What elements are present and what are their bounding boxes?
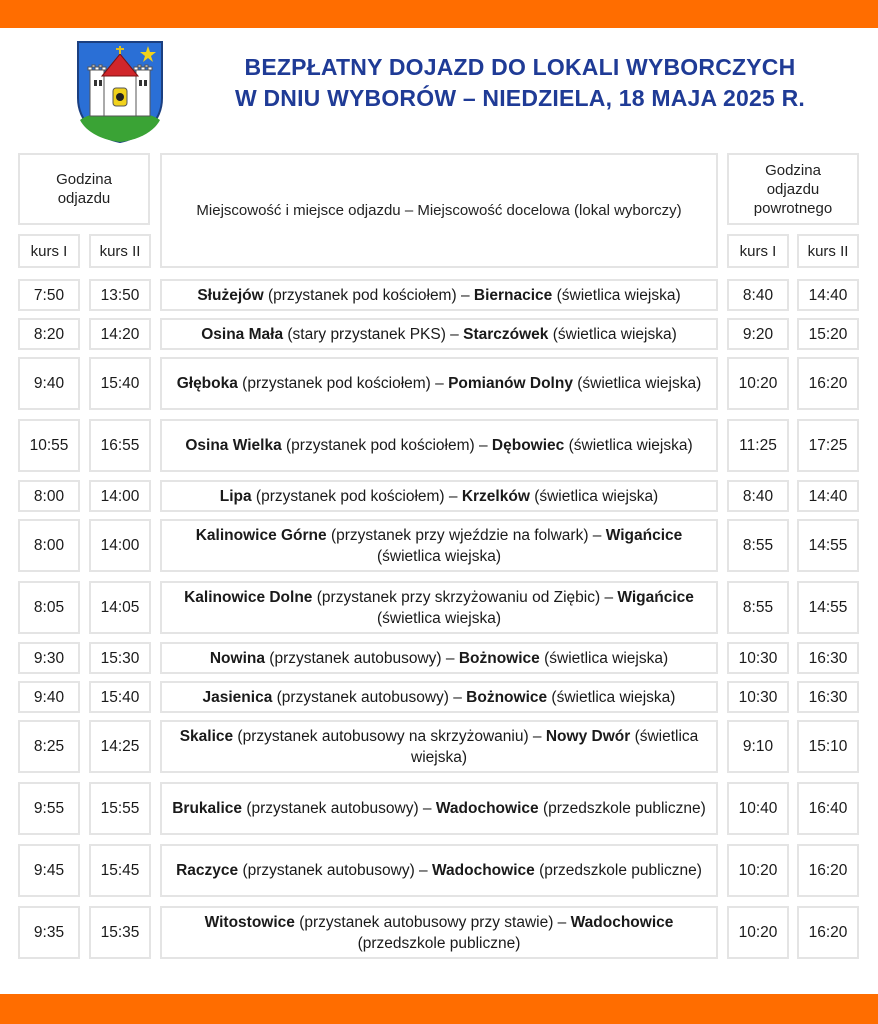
destination-place: (świetlica wiejska) <box>547 688 676 706</box>
time-cell-dep1: 8:00 <box>18 480 80 512</box>
destination-place: (świetlica wiejska) <box>529 487 659 505</box>
time-cell-ret2: 14:55 <box>797 581 859 634</box>
destination-place: (świetlica wiejska) <box>539 649 669 667</box>
page-title <box>170 52 870 114</box>
time-cell-dep2: 15:55 <box>89 782 151 835</box>
destination-place: (świetlica wiejska) <box>376 547 502 565</box>
route-text <box>172 798 706 819</box>
time-cell-ret1: 10:20 <box>727 357 789 410</box>
destination-name: Bożnowice <box>458 649 540 667</box>
time-cell-ret2: 14:55 <box>797 519 859 572</box>
coat-of-arms-icon <box>76 40 164 144</box>
time-cell-dep2: 15:45 <box>89 844 151 897</box>
destination-place: (świetlica wiejska) <box>572 375 702 392</box>
origin-stop: (przystanek autobusowy na skrzyżowaniu) – <box>233 727 546 745</box>
time-cell-dep2: 15:40 <box>89 681 151 713</box>
time-cell-ret1: 10:30 <box>727 681 789 713</box>
origin-name: Kalinowice Górne <box>195 526 327 544</box>
origin-stop: (przystanek pod kościołem) – <box>281 437 492 454</box>
destination-name: Bożnowice <box>466 688 548 706</box>
origin-stop: (przystanek autobusowy) – <box>238 862 432 879</box>
time-cell-ret2: 14:40 <box>797 480 859 512</box>
route-text <box>203 687 676 708</box>
origin-name: Lipa <box>219 487 252 505</box>
origin-name: Służejów <box>197 286 264 304</box>
destination-name: Starczówek <box>463 325 549 343</box>
header-return-course-2: kurs II <box>797 234 859 268</box>
route-text <box>185 435 692 456</box>
time-cell-dep1: 9:30 <box>18 642 80 674</box>
destination-name: Wadochowice <box>570 913 674 931</box>
destination-place: (świetlica wiejska) <box>411 727 699 766</box>
destination-name: Nowy Dwór <box>545 727 631 745</box>
route-cell <box>160 357 718 410</box>
origin-stop: (przystanek autobusowy) – <box>272 688 467 706</box>
time-cell-ret2: 16:30 <box>797 681 859 713</box>
origin-stop: (przystanek autobusowy) – <box>264 649 459 667</box>
time-cell-dep1: 9:40 <box>18 681 80 713</box>
time-cell-ret1: 8:55 <box>727 519 789 572</box>
origin-name: Skalice <box>179 727 234 745</box>
route-text <box>210 648 668 669</box>
destination-name: Pomianów Dolny <box>448 375 573 392</box>
time-cell-ret1: 8:40 <box>727 279 789 311</box>
time-cell-ret1: 9:10 <box>727 720 789 773</box>
destination-place: (przedszkole publiczne) <box>534 862 702 879</box>
route-cell <box>160 419 718 472</box>
time-cell-dep2: 15:35 <box>89 906 151 959</box>
origin-stop: (przystanek przy wjeździe na folwark) – <box>326 526 606 544</box>
top-accent-bar <box>0 0 878 28</box>
route-cell <box>160 782 718 835</box>
header-departure-course-2: kurs II <box>89 234 151 268</box>
time-cell-ret2: 15:10 <box>797 720 859 773</box>
route-text <box>172 912 706 954</box>
origin-stop: (przystanek przy skrzyżowaniu od Ziębic) – <box>312 588 618 606</box>
header-route: Miejscowość i miejsce odjazdu – Miejscowość docelowa (lokal wyborczy) <box>160 153 718 268</box>
time-cell-ret1: 10:20 <box>727 844 789 897</box>
route-text <box>197 285 680 306</box>
route-text <box>220 486 658 507</box>
time-cell-ret2: 16:40 <box>797 782 859 835</box>
destination-place: (świetlica wiejska) <box>376 609 502 627</box>
route-cell <box>160 642 718 674</box>
origin-name: Jasienica <box>202 688 273 706</box>
header-return-course-1: kurs I <box>727 234 789 268</box>
origin-name: Kalinowice Dolne <box>184 588 313 606</box>
destination-name: Wigańcice <box>605 526 683 544</box>
time-cell-dep1: 7:50 <box>18 279 80 311</box>
time-cell-ret1: 9:20 <box>727 318 789 350</box>
route-text <box>172 525 706 567</box>
time-cell-dep2: 16:55 <box>89 419 151 472</box>
title-line-1: BEZPŁATNY DOJAZD DO LOKALI WYBORCZYCH <box>244 54 796 80</box>
time-cell-dep1: 10:55 <box>18 419 80 472</box>
destination-place: (przedszkole publiczne) <box>538 800 706 817</box>
origin-name: Witostowice <box>204 913 295 931</box>
time-cell-dep2: 15:30 <box>89 642 151 674</box>
route-cell <box>160 906 718 959</box>
header-departure: Godzina odjazdu <box>18 153 150 225</box>
time-cell-dep2: 13:50 <box>89 279 151 311</box>
origin-stop: (przystanek pod kościołem) – <box>263 286 474 304</box>
time-cell-dep1: 8:25 <box>18 720 80 773</box>
route-cell <box>160 681 718 713</box>
origin-name: Głęboka <box>176 375 238 392</box>
time-cell-dep1: 9:35 <box>18 906 80 959</box>
time-cell-ret2: 16:20 <box>797 906 859 959</box>
destination-place: (przedszkole publiczne) <box>357 934 521 952</box>
origin-stop: (przystanek pod kościołem) – <box>237 375 449 392</box>
route-cell <box>160 519 718 572</box>
route-cell <box>160 318 718 350</box>
time-cell-ret1: 11:25 <box>727 419 789 472</box>
route-text <box>172 726 706 768</box>
destination-place: (świetlica wiejska) <box>564 437 693 454</box>
title-line-2: W DNIU WYBORÓW – NIEDZIELA, 18 MAJA 2025 R. <box>234 85 806 111</box>
origin-name: Osina Mała <box>201 325 284 343</box>
destination-place: (świetlica wiejska) <box>552 286 681 304</box>
time-cell-dep1: 8:20 <box>18 318 80 350</box>
destination-name: Dębowiec <box>491 437 565 454</box>
route-text <box>176 860 702 881</box>
time-cell-ret2: 17:25 <box>797 419 859 472</box>
destination-name: Krzelków <box>461 487 530 505</box>
destination-name: Biernacice <box>473 286 553 304</box>
route-cell <box>160 279 718 311</box>
header-return: Godzina odjazdu powrotnego <box>727 153 859 225</box>
origin-stop: (stary przystanek PKS) – <box>283 325 464 343</box>
time-cell-ret2: 16:30 <box>797 642 859 674</box>
route-cell <box>160 480 718 512</box>
origin-stop: (przystanek pod kościołem) – <box>251 487 462 505</box>
route-cell <box>160 581 718 634</box>
route-text <box>201 324 677 345</box>
time-cell-ret2: 15:20 <box>797 318 859 350</box>
route-cell <box>160 844 718 897</box>
time-cell-ret1: 10:40 <box>727 782 789 835</box>
header-departure-course-1: kurs I <box>18 234 80 268</box>
time-cell-dep2: 14:20 <box>89 318 151 350</box>
route-text <box>172 587 706 629</box>
time-cell-dep2: 14:00 <box>89 480 151 512</box>
destination-name: Wadochowice <box>435 800 539 817</box>
origin-stop: (przystanek autobusowy przy stawie) – <box>294 913 571 931</box>
time-cell-dep1: 8:00 <box>18 519 80 572</box>
time-cell-ret2: 16:20 <box>797 844 859 897</box>
origin-name: Nowina <box>209 649 265 667</box>
origin-stop: (przystanek autobusowy) – <box>242 800 436 817</box>
destination-place: (świetlica wiejska) <box>548 325 677 343</box>
route-cell <box>160 720 718 773</box>
time-cell-ret1: 10:20 <box>727 906 789 959</box>
route-text <box>177 373 702 394</box>
time-cell-dep2: 14:25 <box>89 720 151 773</box>
time-cell-dep1: 9:45 <box>18 844 80 897</box>
origin-name: Raczyce <box>176 862 239 879</box>
time-cell-dep2: 14:05 <box>89 581 151 634</box>
time-cell-dep2: 15:40 <box>89 357 151 410</box>
bottom-accent-bar <box>0 994 878 1024</box>
destination-name: Wadochowice <box>431 862 535 879</box>
time-cell-ret2: 16:20 <box>797 357 859 410</box>
time-cell-dep2: 14:00 <box>89 519 151 572</box>
time-cell-dep1: 8:05 <box>18 581 80 634</box>
time-cell-ret1: 8:55 <box>727 581 789 634</box>
time-cell-dep1: 9:40 <box>18 357 80 410</box>
destination-name: Wigańcice <box>617 588 694 606</box>
time-cell-dep1: 9:55 <box>18 782 80 835</box>
origin-name: Brukalice <box>172 800 243 817</box>
origin-name: Osina Wielka <box>185 437 282 454</box>
time-cell-ret1: 10:30 <box>727 642 789 674</box>
time-cell-ret1: 8:40 <box>727 480 789 512</box>
time-cell-ret2: 14:40 <box>797 279 859 311</box>
